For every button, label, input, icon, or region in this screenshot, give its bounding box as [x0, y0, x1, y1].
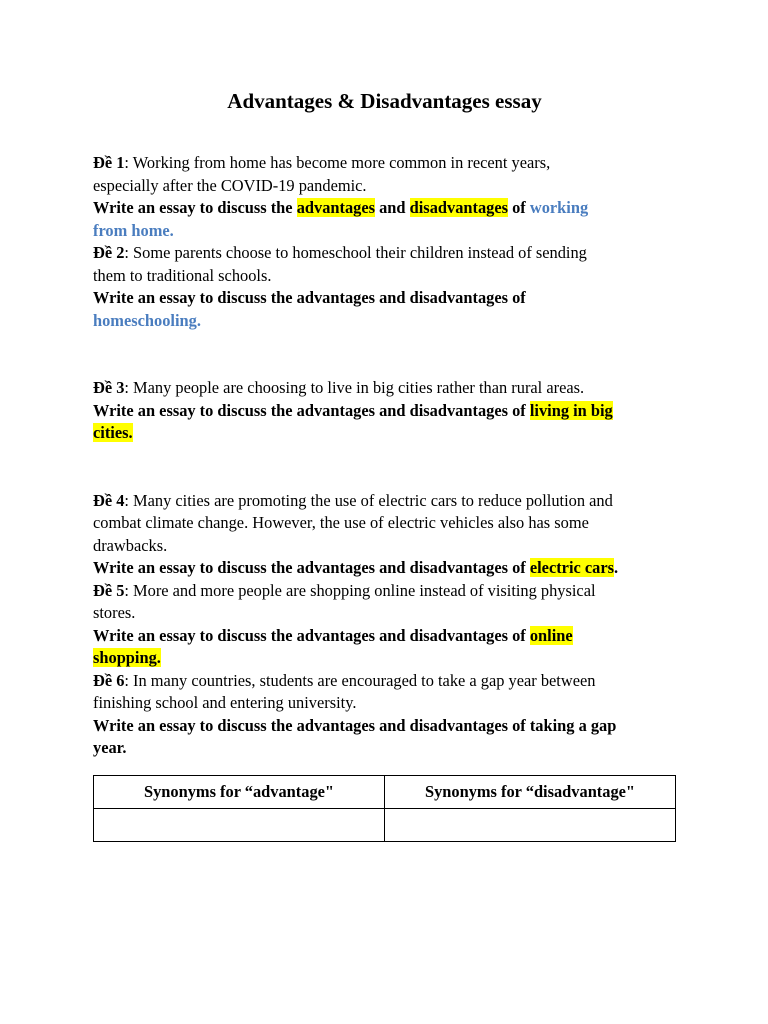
synonyms-table — [93, 775, 676, 842]
highlight: electric cars — [529, 558, 615, 577]
topic-3 — [93, 377, 676, 445]
highlight: disadvantages — [409, 198, 509, 217]
highlight: living in big — [529, 400, 613, 420]
topics-block — [93, 152, 676, 760]
topic-1 — [93, 152, 676, 242]
topic-task: Write an essay to discuss the advantages and disadvantages of — [93, 558, 530, 577]
topic-prompt: : More and more people are shopping online instead of visiting physical — [124, 580, 596, 600]
topic-task: of — [508, 198, 530, 217]
topic-label: Đề 2 — [93, 243, 125, 262]
topic-label: Đề 3 — [93, 378, 125, 397]
topic-prompt: : In many countries, students are encouraged to take a gap year between — [124, 670, 596, 690]
table-header-disadvantage: Synonyms for “disadvantage" — [385, 776, 676, 809]
topic-task: year. — [93, 738, 127, 757]
topic-task: Write an essay to discuss the advantages and disadvantages of — [93, 625, 530, 645]
table-header-advantage: Synonyms for “advantage" — [94, 776, 385, 809]
highlight: advantages — [296, 198, 376, 217]
topic-prompt: : Many cities are promoting the use of electric cars to reduce pollution and — [124, 490, 613, 510]
topic-task: Write an essay to discuss the advantages and disadvantages of taking a gap — [93, 715, 617, 735]
blue-keyword: from home. — [93, 220, 174, 240]
topic-task: . — [614, 558, 619, 577]
topic-prompt: : Some parents choose to homeschool their children instead of sending — [124, 243, 587, 262]
topic-prompt: them to traditional schools. — [93, 265, 272, 285]
topic-label: Đề 1 — [93, 153, 125, 172]
topic-task: Write an essay to discuss the — [93, 198, 297, 217]
table-cell[interactable] — [385, 809, 676, 842]
table-row — [94, 809, 676, 842]
topic-prompt: drawbacks. — [93, 535, 168, 555]
topic-task: and — [375, 198, 410, 217]
topic-prompt: finishing school and entering university. — [93, 693, 357, 712]
topic-prompt: combat climate change. However, the use of electric vehicles also has some — [93, 513, 589, 532]
table-cell[interactable] — [94, 809, 385, 842]
topic-2 — [93, 242, 676, 332]
document-page — [93, 86, 676, 760]
blue-keyword: homeschooling. — [93, 310, 201, 330]
table-header-row — [94, 776, 676, 809]
topic-prompt: stores. — [93, 603, 136, 622]
topic-prompt: : Many people are choosing to live in big cities rather than rural areas. — [124, 378, 585, 397]
topic-task: Write an essay to discuss the advantages and disadvantages of — [93, 400, 530, 420]
highlight: cities. — [93, 423, 133, 442]
blue-keyword: working — [529, 198, 589, 217]
topic-4 — [93, 490, 676, 580]
topic-task: Write an essay to discuss the advantages and disadvantages of — [93, 288, 526, 307]
spacer — [93, 332, 676, 377]
topic-6 — [93, 670, 676, 760]
highlight: online — [529, 625, 573, 645]
spacer — [93, 445, 676, 490]
topic-label: Đề 6 — [93, 670, 125, 690]
topic-prompt: : Working from home has become more common in recent years, — [124, 153, 551, 172]
topic-prompt: especially after the COVID-19 pandemic. — [93, 175, 367, 195]
topic-5 — [93, 580, 676, 670]
topic-label: Đề 5 — [93, 580, 125, 600]
topic-label: Đề 4 — [93, 490, 125, 510]
document-title: Advantages & Disadvantages essay — [227, 89, 542, 113]
highlight: shopping. — [93, 648, 161, 667]
